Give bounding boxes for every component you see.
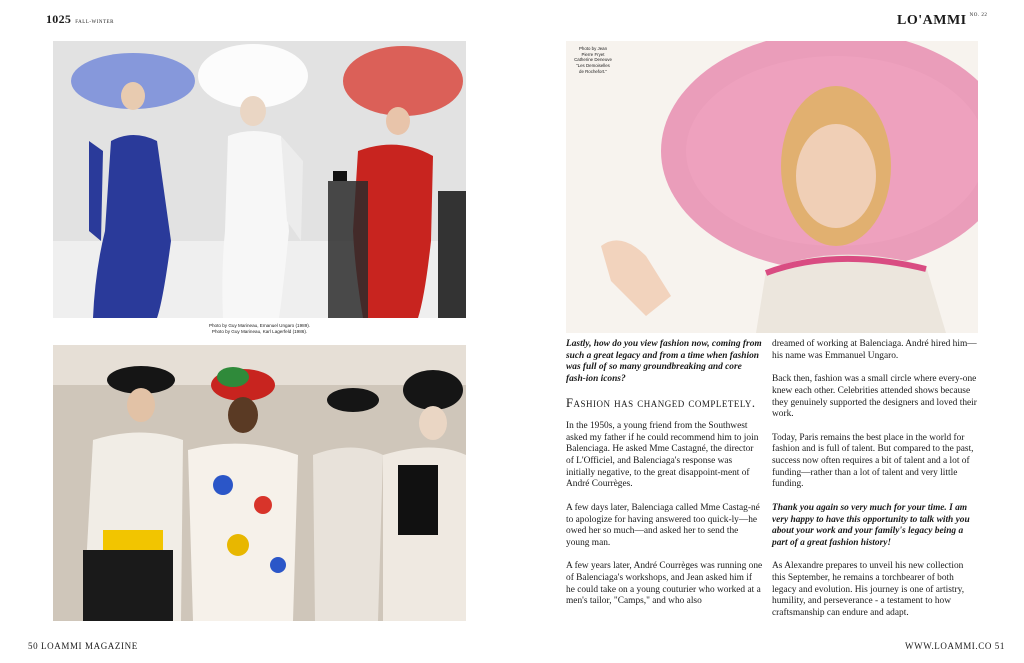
page-header-left — [46, 12, 114, 27]
caption-line: Photo by Jean — [578, 46, 608, 51]
caption-line: Photo by Guy Marineau, Emanuel Ungaro (1989). — [208, 323, 311, 328]
article-column-1 — [566, 339, 763, 620]
article-paragraph: In the 1950s, a young friend from the Southwest asked my father if he could recommend him to join Balenciaga. He asked Mme Castagné, the director of L'Officiel, and Balenciaga's response was initially negative, to the great disappoint-ment of André Courrèges. — [566, 420, 759, 490]
brand-logo: LO'AMMI — [897, 13, 967, 28]
article-paragraph: dreamed of working at Balenciaga. André hired him—his name was Emmanuel Ungaro. — [772, 339, 977, 361]
portrait-photo-icon — [566, 41, 978, 333]
interview-question: Lastly, how do you view fashion now, coming from such a great legacy and from a time when fashion was full of so many groundbreaking and core fash-ion icons? — [566, 339, 762, 385]
magazine-year: 1025 — [46, 12, 72, 26]
interview-closing: Thank you again so very much for your time. I am very happy to have this opportunity to talk with you about your work and your family's legacy being a part of a great fashion history! — [772, 502, 970, 548]
runway-photo-icon — [53, 41, 466, 318]
portrait-photo-deneuve — [566, 41, 978, 333]
runway-photo-icon — [53, 345, 466, 621]
photo-caption-left — [53, 323, 466, 335]
footer-right: WWW.LOAMMI.CO 51 — [905, 641, 1006, 651]
article-paragraph: Today, Paris remains the best place in the world for fashion and is full of talent. But compared to the past, success now often requires a bit of talent and a lot of funding—rather than a lot of talent and very little funding. — [772, 432, 974, 490]
caption-line: Catherine Deneuve — [574, 57, 612, 63]
issue-season: FALL-WINTER — [75, 20, 114, 25]
caption-line: "Les Demoiselles — [576, 63, 610, 69]
caption-line: Photo by Guy Marineau, Karl Lagerfeld (1986). — [211, 329, 308, 335]
article-paragraph: A few days later, Balenciaga called Mme Castag-né to apologize for having answered too quick-ly—he owed her so much—and asked her to send the young man. — [566, 502, 760, 548]
caption-line: Pierre Fryet — [581, 51, 605, 57]
article-paragraph: A few years later, André Courrèges was running one of Balenciaga's workshops, and Jean asked him if he could take on a young couturier who worked at a men's tailor, "Camps," and who also — [566, 561, 763, 607]
article-paragraph: As Alexandre prepares to unveil his new collection this September, he remains a torchbearer of both legacy and evolution. His journey is one of artistry, humility, and perseverance - a testament to how craftsmanship can endure and adapt. — [772, 561, 965, 619]
caption-line: de Rochefort." — [579, 68, 607, 74]
footer-left: 50 LOAMMI MAGAZINE — [28, 641, 138, 651]
article-subhead: Fashion has changed completely. — [566, 395, 756, 410]
photo-caption-right — [563, 46, 623, 75]
runway-photo-lagerfeld — [53, 345, 466, 621]
page-header-right — [897, 13, 987, 29]
runway-photo-ungaro — [53, 41, 466, 318]
article-paragraph: Back then, fashion was a small circle where every-one knew each other. Celebrities attended shows because they genuinely supported the designers and loved their work. — [772, 374, 977, 420]
issue-number: NO. 22 — [969, 13, 988, 18]
article-column-2 — [772, 339, 979, 632]
